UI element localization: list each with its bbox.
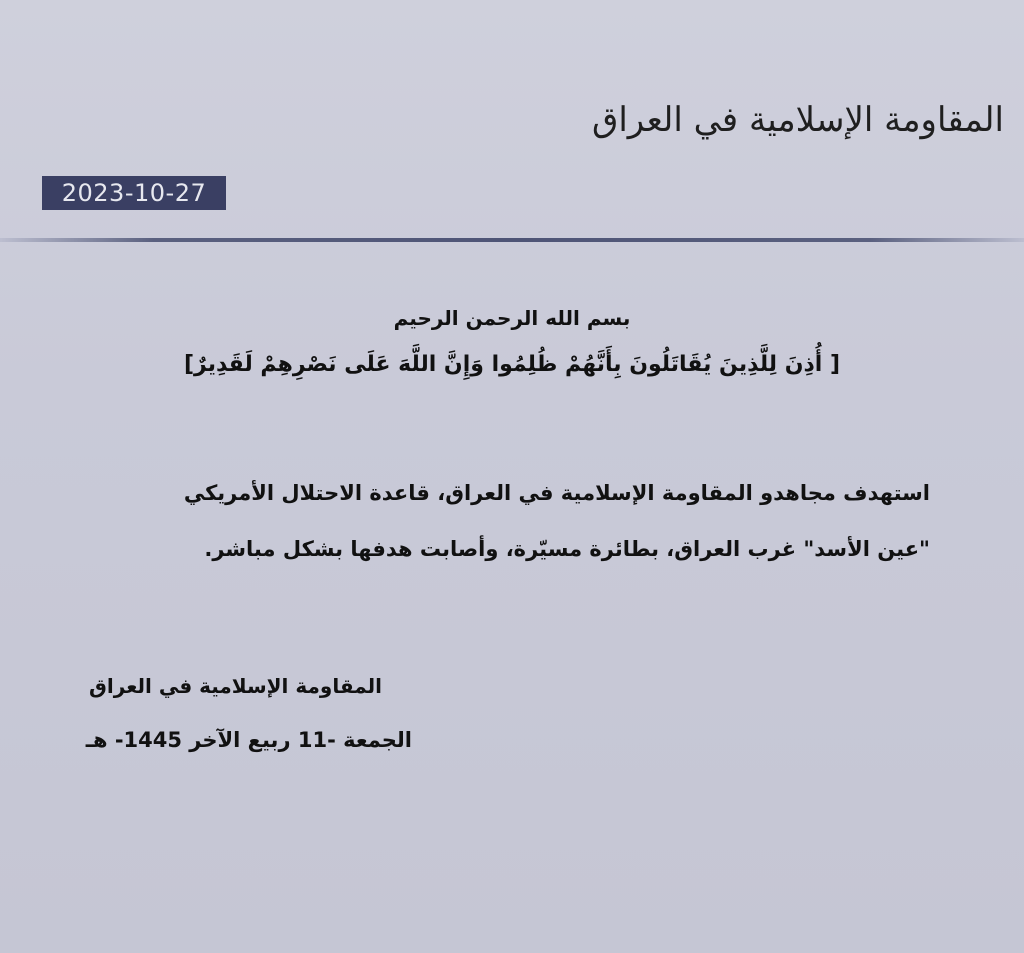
quran-verse: [ أُذِنَ لِلَّذِينَ يُقَاتَلُونَ بِأَنَّهُمْ ظُلِمُوا وَإِنَّ اللَّهَ عَلَى نَصْرِهِمْ لَقَدِيرٌ] [183,352,841,377]
organization-logo: المقاومة الإسلامية في العراق [591,100,1004,140]
signature-block [50,672,412,754]
header-divider [0,238,1024,242]
signature-organization: المقاومة الإسلامية في العراق [89,674,382,698]
statement-line: استهدف مجاهدو المقاومة الإسلامية في العراق، قاعدة الاحتلال الأمريكي [183,481,930,505]
date-badge: 2023-10-27 [42,176,226,210]
statement-line: "عين الأسد" غرب العراق، بطائرة مسيّرة، وأصابت هدفها بشكل مباشر. [204,537,930,561]
statement-body [150,465,930,577]
basmala: بسم الله الرحمن الرحيم [393,306,631,330]
hijri-date: الجمعة -11 ربيع الآخر 1445- هـ [85,728,412,752]
